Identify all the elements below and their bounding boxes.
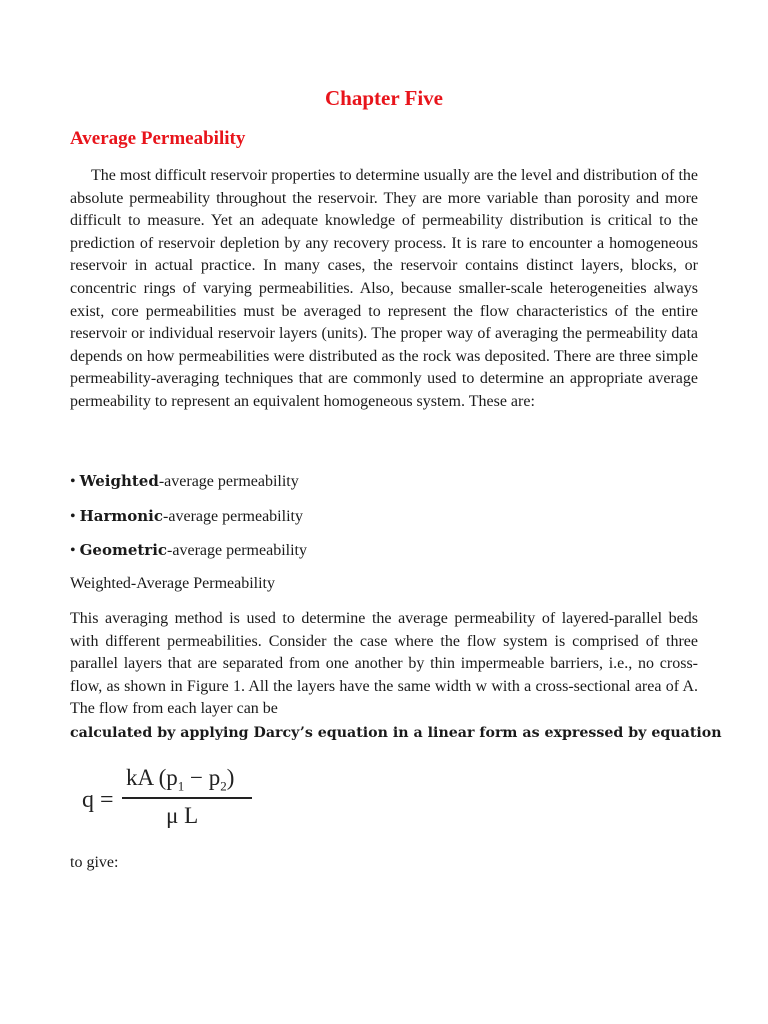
bullet-marker: • (70, 542, 80, 559)
fraction-bar (122, 797, 252, 799)
bullet-term: Geometric (79, 541, 168, 559)
chapter-title: Chapter Five (324, 86, 443, 110)
weighted-average-paragraph-last-line: calculated by applying Darcy’s equation in a linear form as expressed by equation (70, 725, 722, 741)
intro-paragraph: The most difficult reservoir properties to determine usually are the level and distribution of the absolute permeability throughout the reservoir. They are more variable than porosity and more difficult to measure. Yet an adequate knowledge of permeability distribution is critical to the prediction of reservoir depletion by any recovery process. It is rare to encounter a homogeneous reservoir in actual practice. In many cases, the reservoir contains distinct layers, blocks, or concentric rings of varying permeabilities. Also, because smaller-scale heterogeneities always exist, core permeabilities must be averaged to represent the flow characteristics of the entire reservoir or individual reservoir layers (units). The proper way of averaging the permeability data depends on how permeabilities were distributed as the rock was deposited. There are three simple permeability-averaging techniques that are commonly used to determine an appropriate average permeability to represent an equivalent homogeneous system. These are: (70, 167, 698, 410)
bullet-weighted (70, 470, 299, 493)
bullet-marker: • (70, 473, 80, 490)
equation-denominator: μ L (166, 803, 199, 828)
to-give-text: to give: (70, 854, 119, 871)
bullet-geometric (70, 539, 307, 562)
bullet-marker: • (70, 508, 80, 525)
bullet-rest: -average permeability (163, 508, 303, 525)
equation-numerator: kA $(p_1 - p_2)$ (126, 765, 235, 794)
bullet-term: Harmonic (79, 507, 164, 525)
section-title: Average Permeability (70, 128, 246, 149)
bullet-rest: -average permeability (167, 542, 307, 559)
equation-lhs: q = (82, 787, 114, 813)
bullet-rest: -average permeability (158, 473, 299, 490)
bullet-term: Weighted (79, 472, 159, 490)
subheading-weighted-average: Weighted-Average Permeability (70, 575, 275, 592)
darcy-equation (80, 765, 280, 835)
bullet-harmonic (70, 505, 303, 528)
weighted-average-paragraph: This averaging method is used to determine the average permeability of layered-parallel beds with different permeabilities. Consider the case where the flow system is comprised of three parallel layers that are separated from one another by thin impermeable barriers, i.e., no cross-flow, as shown in Figure 1. All the layers have the same width w with a cross-sectional area of A. The flow from each layer can be (70, 610, 698, 718)
